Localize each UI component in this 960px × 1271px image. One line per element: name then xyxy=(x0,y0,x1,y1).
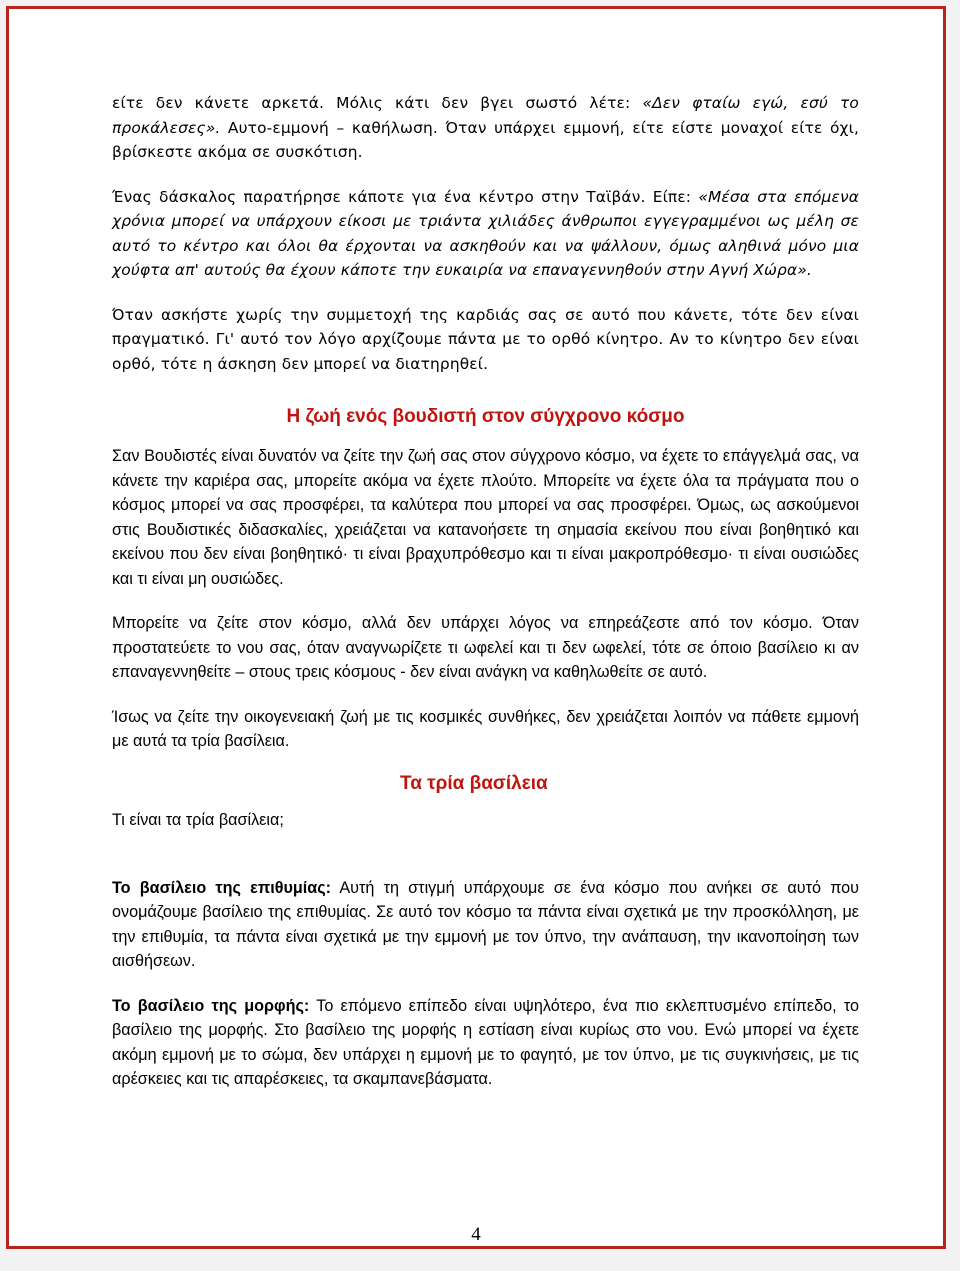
paragraph-2 xyxy=(112,185,859,283)
desire-realm-text: Αυτή τη στιγμή υπάρχουμε σε ένα κόσμο που ανήκει σε αυτό που ονομάζουμε βασίλειο της επιθυμίας. Σε αυτό τον κόσμο τα πάντα είναι σχετικά με την προσκόλληση, με την επιθυμία, τα πάντα είναι σχετικά με την εμμονή με τον ύπνο, την ανάπαυση, την ικανοποίηση των αισθήσεων. xyxy=(112,878,859,970)
paragraph-5: Μπορείτε να ζείτε στον κόσμο, αλλά δεν υπάρχει λόγος να επηρεάζεστε από τον κόσμο. Όταν προστατεύετε το νου σας, όταν αναγνωρίζετε τι ωφελεί και τι δεν ωφελεί, τότε σε όποιο βασίλειο κι αν επαναγεννηθείτε – στους τρεις κόσμους - δεν είναι ανάγκη να καθηλωθείτε σε αυτό. xyxy=(112,614,859,681)
paragraph-3: Όταν ασκήστε χωρίς την συμμετοχή της καρδιάς σας σε αυτό που κάνετε, τότε δεν είναι πραγματικό. Γι' αυτό τον λόγο αρχίζουμε πάντα με το ορθό κίνητρο. Αν το κίνητρο δεν είναι ορθό, τότε η άσκηση δεν μπορεί να διατηρηθεί. xyxy=(112,305,859,373)
three-realms-question: Τι είναι τα τρία βασίλεια; xyxy=(112,810,284,829)
paragraph-4: Σαν Βουδιστές είναι δυνατόν να ζείτε την ζωή σας στον σύγχρονο κόσμο, να έχετε το επάγγελμά σας, να κάνετε την καριέρα σας, μπορείτε ακόμα να έχετε πλούτο. Μπορείτε να έχετε όλα τα πράγματα που ο κόσμος μπορεί να σας προσφέρει, τα καλύτερα που μπορεί να σας προσφέρει. Όμως, ως ασκούμενοι στις Βουδιστικές διδασκαλίες, χρειάζεται να κατανοήσετε τη σημασία εκείνου που είναι βοηθητικό και εκείνου που δεν είναι βοηθητικό· τι είναι βραχυπρόθεσμο και τι είναι μακροπρόθεσμο· τι είναι ουσιώδες και τι είναι μη ουσιώδες. xyxy=(112,447,859,588)
paragraph-1-lead: είτε δεν κάνετε αρκετά. Μόλις κάτι δεν βγει σωστό λέτε: xyxy=(112,94,643,112)
paragraph-1-tail: Αυτο-εμμονή – καθήλωση. Όταν υπάρχει εμμονή, είτε είστε μοναχοί είτε όχι, βρίσκεστε ακόμα σε συσκότιση. xyxy=(112,118,859,161)
paragraph-6: Ίσως να ζείτε την οικογενειακή ζωή με τις κοσμικές συνθήκες, δεν χρειάζεται λοιπόν να πάθετε εμμονή με αυτά τα τρία βασίλεια. xyxy=(112,707,859,750)
paragraph-desire-realm xyxy=(112,876,859,974)
paragraph-1 xyxy=(112,91,859,165)
section-heading-buddhist-life: Η ζωή ενός βουδιστή στον σύγχρονο κόσμο xyxy=(286,406,685,427)
section-heading-three-realms: Τα τρία βασίλεια xyxy=(400,772,548,794)
three-realms-header xyxy=(112,770,859,856)
paragraph-form-realm xyxy=(112,994,859,1092)
desire-realm-term: Το βασίλειο της επιθυμίας: xyxy=(112,878,332,897)
page-content xyxy=(112,91,859,1092)
page-number: 4 xyxy=(471,1224,481,1245)
form-realm-text: Το επόμενο επίπεδο είναι υψηλότερο, ένα πιο εκλεπτυσμένο επίπεδο, το βασίλειο της μορφής. Στο βασίλειο της μορφής η εστίαση είναι κυρίως στο νου. Ενώ μπορεί να έχετε ακόμη εμμονή με το σώμα, δεν υπάρχει η εμμονή με το φαγητό, με τον ύπνο, με τις συγκινήσεις, με τις αρέσκειες και τις απαρέσκειες, τα σκαμπανεβάσματα. xyxy=(112,996,859,1088)
paragraph-2-quote: «Μέσα στα επόμενα χρόνια μπορεί να υπάρχουν είκοσι με τριάντα χιλιάδες άνθρωποι εγγεγραμμένοι ως μέλη σε αυτό το κέντρο και όλοι θα έρχονται να ασκηθούν και να ψάλλουν, όμως αληθινά μόνο μια χούφτα απ' αυτούς θα έχουν κάποτε την ευκαιρία να επαναγεννηθούν στην Αγνή Χώρα». xyxy=(112,187,859,279)
paragraph-1-quote: «Δεν φταίω εγώ, εσύ το προκάλεσες». xyxy=(112,94,859,137)
paragraph-2-lead: Ένας δάσκαλος παρατήρησε κάποτε για ένα κέντρο στην Ταϊβάν. Είπε: xyxy=(112,187,699,206)
document-page xyxy=(6,6,946,1249)
form-realm-term: Το βασίλειο της μορφής: xyxy=(112,996,310,1015)
